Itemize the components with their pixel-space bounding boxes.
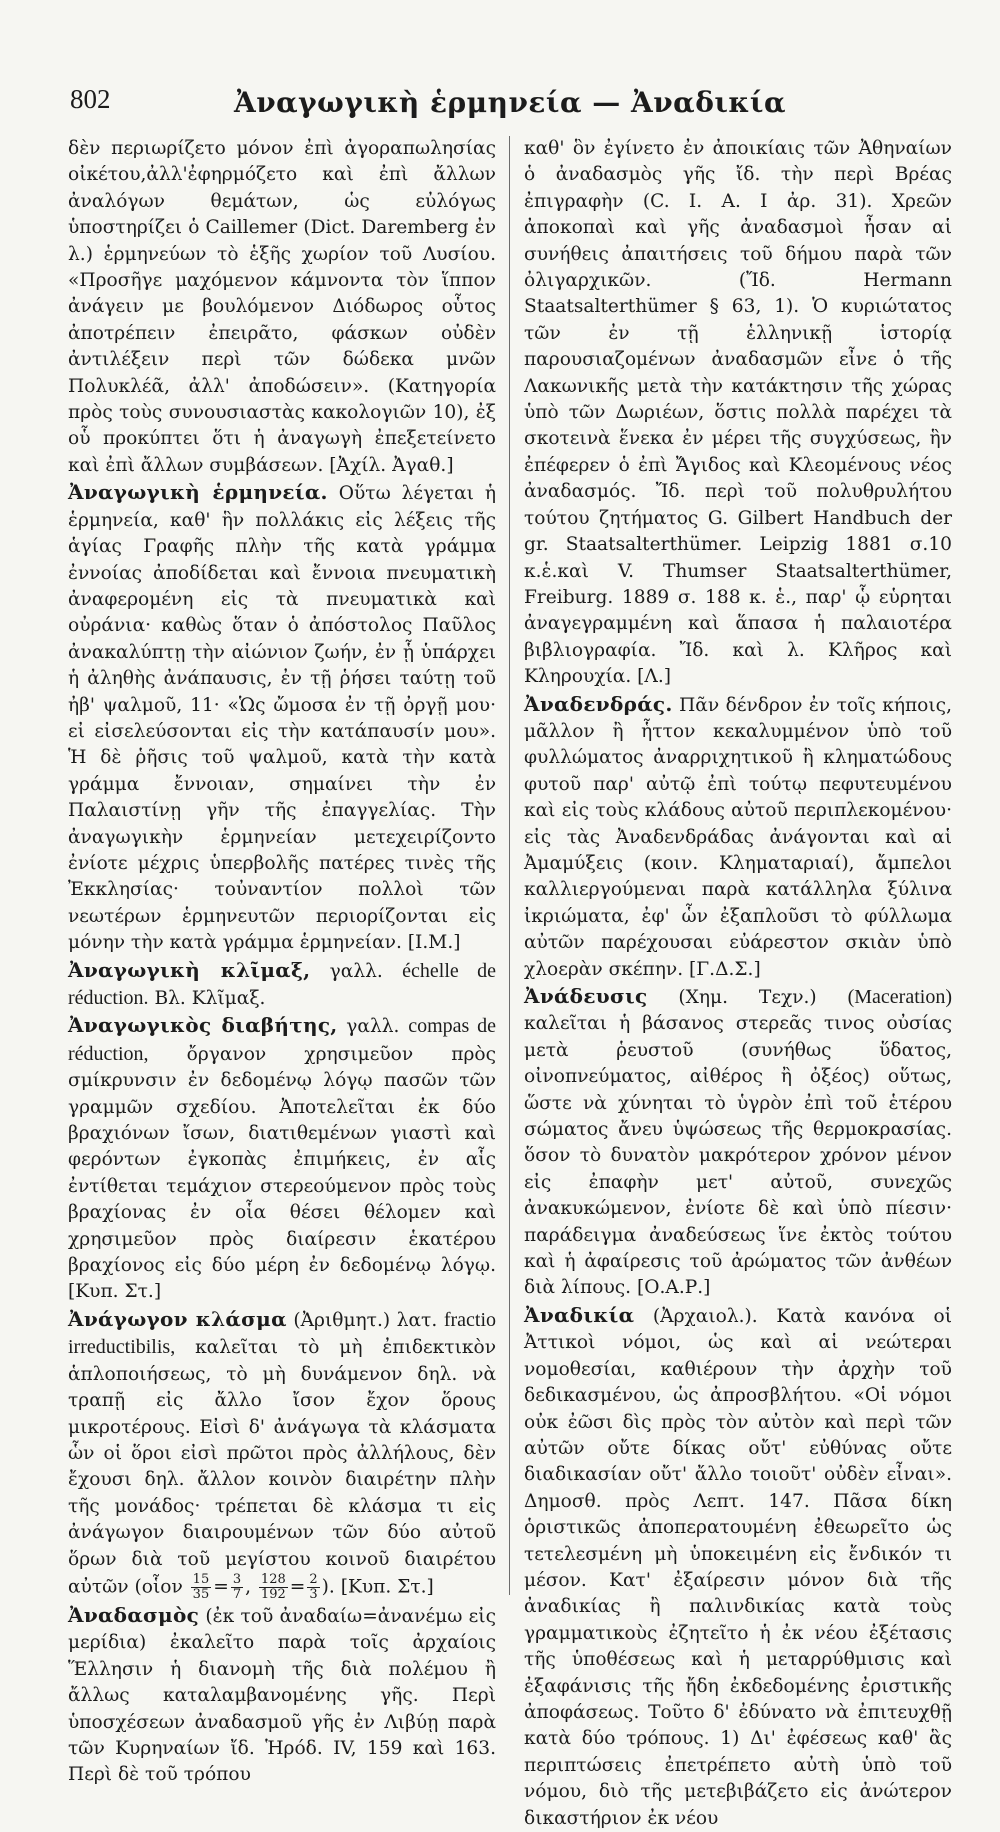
entry-anagogiki-ermineia [68,479,496,956]
fraction-numerator: 15 [192,1571,210,1587]
entry-anagogiki-klimax [68,957,496,1013]
running-head: Ἀναγωγικὴ ἑρμηνεία — Ἀναδικία [233,85,786,119]
entry-text: Πᾶν δένδρον ἐν τοῖς κήποις, μᾶλλον ἢ ἧττον κεκαλυμμένον ὑπὸ τοῦ φυλλώματος ἀναρριχητικοῦ ἢ κληματώδους φυτοῦ παρ' αὐτῷ ἐπὶ τούτῳ πεφυτευμένου καὶ εἰς τοὺς κλάδους αὐτοῦ περιπλεκομένου· εἰς τὰς Ἀναδενδράδας ἀνάγονται καὶ αἱ Ἀμαμύξεις (κοιν. Κληματαριαί), ἄμπελοι καλλιεργούμεναι παρὰ κατάλληλα ξύλινα ἰκριώματα, ἐφ' ὧν ἐξαπλοῦσι τὸ φύλλωμα αὐτῶν παρέχουσαι εὐάρεστον σκιὰν ὑπὸ χλοερὰν σκέπην. [Γ.Δ.Σ.] [524,694,952,980]
entry-lemma: Ἀναδασμὸς [68,1602,200,1627]
entry-text: γαλλ. [337,1016,409,1038]
foreign-term: échelle de réduction. [68,959,496,1009]
page-header [70,78,950,126]
fraction-numerator: 128 [260,1571,286,1587]
page-number: 802 [70,84,111,114]
fraction [231,1573,243,1602]
entry-anagogikos-diavitis [68,1012,496,1305]
entry-text: Οὕτω λέγεται ἡ ἑρμηνεία, καθ' ἣν πολλάκις εἰς λέξεις τῆς ἁγίας Γραφῆς πλὴν τῆς κατὰ γράμμα ἐννοίας ἀποδίδεται καὶ ἔννοια πνευματικὴ ἀναφερομένη εἰς τὰ πνευματικὰ καὶ οὐράνια· καθὼς ὅταν ὁ ἀπόστολος Παῦλος ἀνακαλύπτῃ τὴν αἰώνιον ζωήν, ἐν ᾗ ὑπάρχει ἡ ἀληθὴς ἀνάπαυσις, ἐν τῇ ῥήσει ταύτῃ τοῦ ἠβ' ψαλμοῦ, 11· «Ὡς ὤμοσα ἐν τῇ ὀργῇ μου· εἰ εἰσελεύσονται εἰς τὴν κατάπαυσίν μου». Ἡ δὲ ῥῆσις τοῦ ψαλμοῦ, κατὰ τὴν κατὰ γράμμα ἔννοιαν, σημαίνει τὴν ἐν Παλαιστίνῃ γῆν τῆς ἐπαγγελίας. Τὴν ἀναγωγικὴν ἑρμηνείαν μετεχειρίζοντο ἐνίοτε μέχρις ὑπερβολῆς πατέρες τινὲς τῆς Ἐκκλησίας· τοὐναντίον πολλοὶ τῶν νεωτέρων ἑρμηνευτῶν περιορίζονται εἰς μόνην τὴν κατὰ γράμμα ἑρμηνείαν. [Ι.Μ.] [68,483,497,954]
entry-anagogon-klasma: Ἀνάγωγον κλάσμα (Ἀριθμητ.) λατ. fractio irreductibilis, καλεῖται τὸ μὴ ἐπιδεκτικὸν ἁπλοποιήσεως, τὸ μὴ δυνάμενον δηλ. νὰ τραπῇ εἰς ἄλλο ἴσον ἔχον ὅρους μικροτέρους. Εἰσὶ δ' ἀνάγωγα τὰ κλάσματα ὧν οἱ ὅροι εἰσὶ πρῶτοι πρὸς ἀλλήλους, δὲν ἔχουσι δηλ. ἄλλον κοινὸν διαιρέτην πλὴν τῆς μονάδος· τρέπεται δὲ κλάσμα τι εἰς ἀνάγωγον διαιρουμένων τῶν δύο αὐτοῦ ὅρων διὰ τοῦ μεγίστου κοινοῦ διαιρέτου αὐτῶν (οἷον $\frac{15}{35}$ = $\frac{3}{7}$ , $\frac{128}{192}$ = $\frac{2}{3}$ ). [Κυπ. Στ.] [68,1306,496,1602]
entry-lemma: Ἀναδικία [524,1302,635,1327]
entry-anadasmos [68,1602,496,1789]
foreign-term: compas de réduction, [68,1015,496,1065]
entry-text: καλεῖται ἡ βάσανος στερεᾶς τινος οὐσίας μετὰ ῥευστοῦ (συνήθως ὕδατος, οἰνοπνεύματος, αἰθέρος ἢ ὀξέος) οὕτως, ὥστε νὰ χύνηται τὸ ὑγρὸν ἐπὶ τοῦ ἑτέρου σώματος ἄνευ ὑψώσεως τῆς θερμοκρασίας. ὅσον τὸ δυνατὸν μακρότερον χρόνον μένον εἰς ἐπαφὴν μετ' αὐτοῦ, συνεχῶς ἀνακυκώμενον, ἐνίοτε δὲ καὶ ὑπὸ πίεσιν· παράδειγμα ἀναδεύσεως ἵνε ἐκτὸς τούτου καὶ ἡ ἀφαίρεσις τοῦ ἀρώματος τῶν ἀνθέων διὰ λίπους. [Ο.Α.Ρ.] [524,1013,952,1299]
entry-lemma: Ἀνάδευσις [524,984,648,1008]
entry-lemma: Ἀναγωγικὸς διαβήτης, [68,1013,338,1038]
entry-text: Βλ. Κλῖμαξ. [148,988,266,1009]
continued-entry-text: δὲν περιωρίζετο μόνον ἐπὶ ἀγοραπωλησίας οἰκέτου,ἀλλ'ἐφηρμόζετο καὶ ἐπὶ ἄλλων ἀναλόγων θεμάτων, ὡς εὐλόγως ὑποστηρίζει ὁ Caillemer (Dict. Daremberg ἐν λ.) ἑρμηνεύων τὸ ἑξῆς χωρίον τοῦ Λυσίου. «Προσῆγε μαχόμενον κάμνοντα τὸν ἵππον ἀνάγειν με βουλόμενον Διόδωρος οὗτος ἀποτρέπειν ἐπειρᾶτο, φάσκων οὐδὲν ἀντιλέξειν περὶ τῶν δώδεκα μνῶν Πολυκλέᾶ, ἀλλ' ἀποδώσειν». (Κατηγορία πρὸς τοὺς συνουσιαστὰς κακολογιῶν 10), ἐξ οὗ προκύπτει ὅτι ἡ ἀναγωγὴ ἐπεξετείνετο καὶ ἐπὶ ἄλλων συμβάσεων. [Ἀχίλ. Ἀγαθ.] [68,138,496,476]
entry-text: ὄργανον χρησιμεῦον πρὸς σμίκρυνσιν ἐν δεδομένῳ λόγῳ πασῶν τῶν γραμμῶν σχεδίου. Ἀποτελεῖται ἐκ δύο βραχιόνων ἴσων, διατιθεμένων γιαστὶ καὶ φερόντων ἐγκοπὰς ἐπιμήκεις, ἐν αἷς ἐντίθεται τεμάχιον στερεούμενον πρὸς τοὺς βραχίονας ἐν οἷα θέσει θέλομεν καὶ χρησιμεῦον πρὸς διαίρεσιν ἑκατέρου βραχίονος εἰς δύο μέρη ἐν δεδομένῳ λόγῳ. [Κυπ. Στ.] [68,1043,496,1303]
right-column [510,136,952,1829]
entry-text: καλεῖται τὸ μὴ ἐπιδεκτικὸν ἁπλοποιήσεως, τὸ μὴ δυνάμενον δηλ. νὰ τραπῇ εἰς ἄλλο ἴσον ἔχον ὅρους μικροτέρους. Εἰσὶ δ' ἀνάγωγα τὰ κλάσματα ὧν οἱ ὅροι εἰσὶ πρῶτοι πρὸς ἀλλήλους, δὲν ἔχουσι δηλ. ἄλλον κοινὸν διαιρέτην πλὴν τῆς μονάδος· τρέπεται δὲ κλάσμα τι εἰς ἀνάγωγον διαιρουμένων τῶν δύο αὐτοῦ ὅρων διὰ τοῦ μεγίστου κοινοῦ διαιρέτου αὐτῶν (οἷον [68,1337,496,1598]
fraction [191,1573,212,1602]
entry-text: γαλλ. [310,960,403,982]
text-columns [68,136,952,1829]
entry-text: (Χημ. Τεχν.) [647,987,848,1008]
continued-entry-text: καθ' ὃν ἐγίνετο ἐν ἀποικίαις τῶν Ἀθηναίων ὁ ἀναδασμὸς γῆς ἴδ. τὴν περὶ Βρέας ἐπιγραφὴν (C. I. A. I ἀρ. 31). Χρεῶν ἀποκοπαὶ καὶ γῆς ἀναδασμοὶ ἦσαν αἱ συνήθεις ἀπαιτήσεις τοῦ δήμου παρὰ τῶν ὀλιγαρχικῶν. (Ἴδ. Hermann Staatsalterthümer § 63, 1). Ὁ κυριώτατος τῶν ἐν τῇ ἑλληνικῇ ἱστορίᾳ παρουσιαζομένων ἀναδασμῶν εἶνε ὁ τῆς Λακωνικῆς μετὰ τὴν κατάκτησιν τῆς χώρας ὑπὸ τῶν Δωριέων, ὅστις πολλὰ παρέχει τὰ σκοτεινὰ ἕνεκα ἐν μέρει τῆς συγχύσεως, ἣν ἐπέφερεν ὁ ἐπὶ Ἄγιδος καὶ Κλεομένους νέος ἀναδασμός. Ἴδ. περὶ τοῦ πολυθρυλήτου τούτου ζητήματος G. Gilbert Handbuch der gr. Staatsalterthümer. Leipzig 1881 σ.10 κ.ἑ.καὶ V. Thumser Staatsalterthümer, Freiburg. 1889 σ. 188 κ. ἑ., παρ' ᾧ εὑρηται ἀναγεγραμμένη καὶ ἅπασα ἡ παλαιοτέρα βιβλιογραφία. Ἴδ. καὶ λ. Κλῆρος καὶ Κληρουχία. [Λ.] [524,138,952,688]
entry-anadikia [524,1302,952,1832]
entry-anadeusis [524,983,952,1302]
entry-text: (Ἀριθμητ.) λατ. [286,1309,444,1331]
fraction-denominator: 35 [192,1586,210,1602]
fraction [307,1573,319,1602]
entry-anadendras [524,691,952,983]
entry-lemma: Ἀνάγωγον κλάσμα [68,1306,287,1331]
fraction-denominator: 192 [260,1586,286,1602]
entry-lemma: Ἀναγωγικὴ κλῖμαξ, [68,957,311,982]
entry-text: ). [Κυπ. Στ.] [321,1576,434,1598]
entry-lemma: Ἀναδενδράς. [524,691,673,716]
foreign-term: fractio irreductibilis, [68,1308,496,1359]
fraction-denominator: 3 [309,1586,318,1602]
fraction-numerator: 3 [232,1571,242,1587]
fraction-numerator: 2 [309,1571,318,1587]
fraction-denominator: 7 [232,1586,242,1602]
entry-text: (ἐκ τοῦ ἀναδαίω=ἀνανέμω εἰς μερίδια) ἐκαλεῖτο παρὰ τοῖς ἀρχαίοις Ἕλλησιν ἡ διανομὴ τῆς διὰ πολέμου ἢ ἄλλως καταλαμβανομένης γῆς. Περὶ ὑποσχέσεων ἀναδασμοῦ γῆς ἐν Λιβύῃ παρὰ τῶν Κυρηναίων ἴδ. Ἡρόδ. IV, 159 καὶ 163. Περὶ δὲ τοῦ τρόπου [68,1605,496,1786]
foreign-term: (Maceration) [847,986,952,1008]
fraction [259,1573,288,1602]
entry-lemma: Ἀναγωγικὴ ἑρμηνεία. [68,480,328,505]
entry-text: (Ἀρχαιολ.). Κατὰ κανόνα οἱ Ἀττικοὶ νόμοι, ὡς καὶ αἱ νεώτεραι νομοθεσίαι, καθιέρουν τὴν ἀρχὴν τοῦ δεδικασμένου, ὡς ἀπροσβλήτου. «Οἱ νόμοι οὐκ ἐῶσι δὶς πρὸς τὸν αὐτὸν καὶ περὶ τῶν αὐτῶν οὔτε δίκας οὔτ' εὐθύνας οὔτε διαδικασίαν οὔτ' ἄλλο τοιοῦτ' οὐδὲν εἶναι». Δημοσθ. πρὸς Λεπτ. 147. Πᾶσα δίκη ὁριστικῶς ἀποπερατουμένη ἐθεωρεῖτο ὡς τετελεσμένη μὴ ὑποκειμένη εἰς ἔνδικόν τι μέσον. Κατ' ἐξαίρεσιν μόνον διὰ τῆς ἀναδικίας ἢ παλινδικίας κατὰ τοὺς γραμματικοὺς ἐζητεῖτο ἡ ἐκ νέου ἐξέτασις τῆς ὑποθέσεως καὶ ἡ μεταρρύθμισις καὶ ἐξαφάνισις τῆς ἤδη ἐκδεδομένης ἐριστικῆς ἀποφάσεως. Τοῦτο δ' ἐδύνατο νὰ ἐπιτευχθῇ κατὰ δύο τρόπους. 1) Δι' ἐφέσεως καθ' ἃς περιπτώσεις ἐπετρέπετο αὐτὴ ὑπὸ τοῦ νόμου, διὸ τῆς μετεβιβάζετο εἰς ἀνώτερον δικαστήριον ἐκ νέου [524,1305,952,1829]
left-column [68,136,510,1786]
